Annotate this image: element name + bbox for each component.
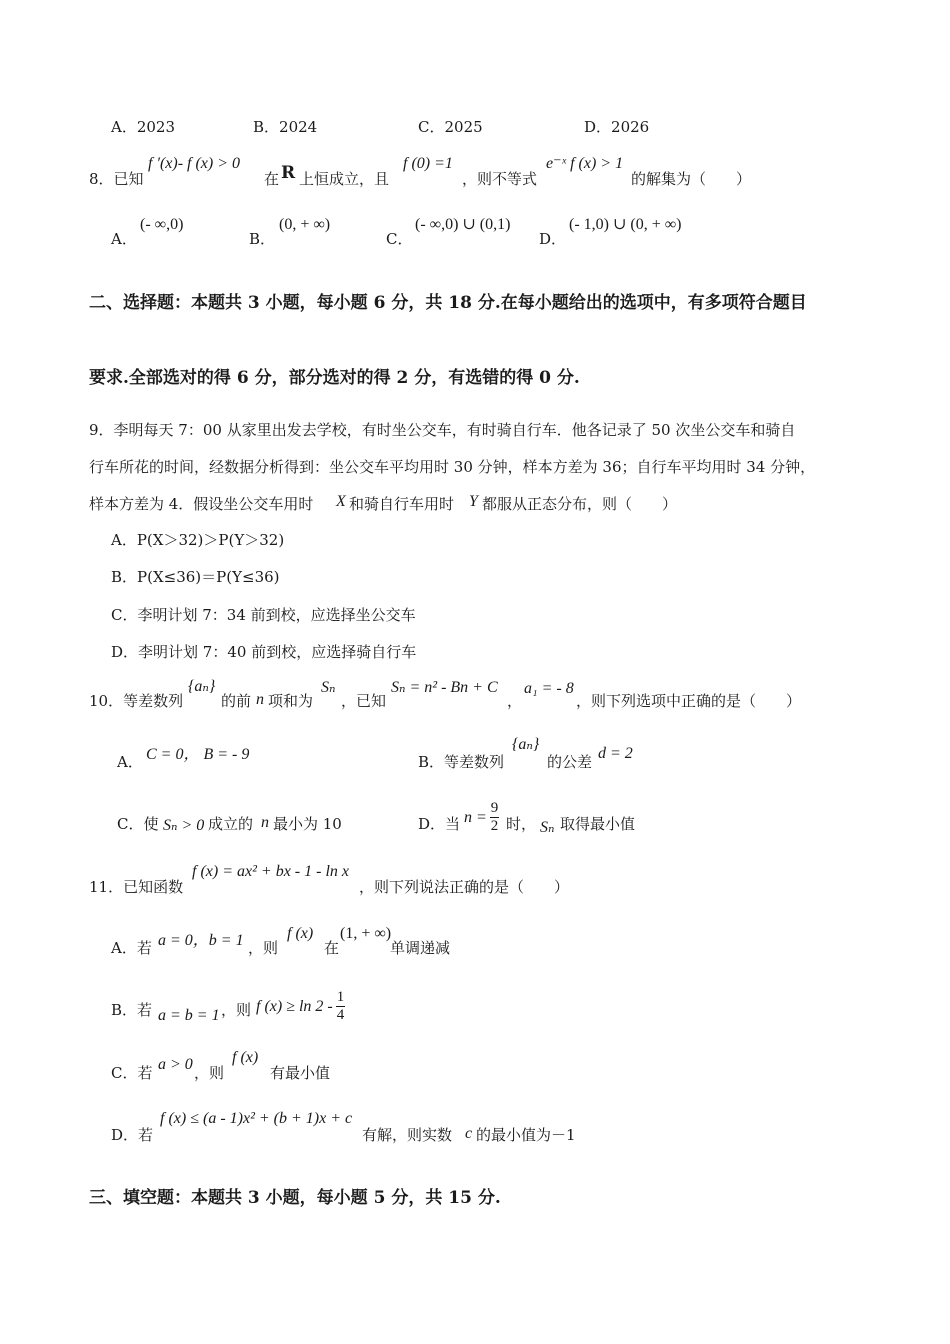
- q8-option-b-label: B．: [249, 230, 276, 248]
- q11-option-d-inequality: f (x) ≤ (a - 1)x² + (b + 1)x + c: [160, 1110, 353, 1127]
- q9-option-b: B．P(X≤36)＝P(Y≤36): [111, 568, 280, 586]
- q10-option-d-lhs: n =: [464, 808, 487, 826]
- q9-line2: 行车所花的时间，经数据分析得到：坐公交车平均用时 30 分钟，样本方差为 36；自行车平均用时 34 分钟，: [89, 458, 816, 476]
- q11-option-d-label: D．若: [111, 1126, 154, 1144]
- q10-option-d-end: 取得最小值: [560, 815, 636, 833]
- q8-option-c-label: C．: [386, 230, 413, 248]
- q11-option-b-numerator: 1: [336, 989, 345, 1005]
- q10-option-d-numerator: 9: [490, 800, 499, 816]
- q11-option-b-fraction: [336, 990, 346, 1023]
- q11-option-c-f: f (x): [232, 1049, 259, 1066]
- q9-option-d: D．李明计划 7：40 前到校，应选择骑自行车: [111, 643, 417, 661]
- q11-option-b-then: ，则: [221, 1001, 252, 1019]
- q10-option-d-fraction: [490, 801, 500, 834]
- q11-option-c-cond: a > 0: [158, 1056, 193, 1073]
- q10-option-c-label: C．使: [117, 815, 159, 833]
- q10-comma: ，: [507, 692, 523, 710]
- q8-option-a-label: A．: [111, 230, 137, 248]
- q8-option-d-label: D．: [539, 230, 567, 248]
- q11-option-c-label: C．若: [111, 1064, 153, 1082]
- q10-sequence: {aₙ}: [188, 678, 216, 695]
- q8-ineq-lead: ，则不等式: [462, 170, 538, 188]
- q8-option-d-value: (- 1,0) ∪ (0, + ∞): [569, 216, 682, 233]
- q8-option-b-value: (0, + ∞): [279, 216, 331, 233]
- q11-option-b-inequality: f (x) ≥ ln 2 -: [256, 997, 333, 1015]
- q7-option-d: D．2026: [584, 118, 650, 136]
- q11-option-b-expr: [256, 990, 345, 1023]
- q10-option-c-n: n: [261, 814, 269, 831]
- q11-option-a-f: f (x): [287, 925, 314, 942]
- q10-n: n: [256, 691, 264, 708]
- q10-formula: Sₙ = n² - Bn + C: [391, 679, 498, 696]
- q8-on: 在: [264, 170, 280, 188]
- section3-heading: 三、填空题：本题共 3 小题，每小题 5 分，共 15 分.: [89, 1188, 501, 1208]
- q10-option-a-value: C = 0， B = - 9: [146, 746, 250, 763]
- q9-option-a: A．P(X＞32)＞P(Y＞32): [111, 531, 285, 549]
- q7-option-b: B．2024: [253, 118, 318, 136]
- q10-a1: a₁ = - 8: [524, 680, 574, 697]
- q10-option-b-mid: 的公差: [547, 753, 593, 771]
- q11-option-b-label: B．若: [111, 1001, 153, 1019]
- q11-option-d-mid: 有解，则实数: [362, 1126, 453, 1144]
- q11-option-a-cond: a = 0，b = 1: [158, 932, 244, 949]
- q10-number: 10．等差数列: [89, 692, 184, 710]
- section2-heading-line2: 要求.全部选对的得 6 分，部分选对的得 2 分，有选错的得 0 分.: [89, 368, 580, 388]
- q8-premise: f ′(x)- f (x) > 0: [148, 155, 241, 172]
- q7-option-a: A．2023: [111, 118, 176, 136]
- q10-option-d-denominator: 2: [490, 818, 499, 834]
- q11-option-a-label: A．若: [111, 939, 152, 957]
- q7-option-c: C．2025: [418, 118, 483, 136]
- q8-inequality: e⁻ˣ f (x) > 1: [546, 155, 624, 172]
- q10-tail: ，则下列选项中正确的是（ ）: [576, 692, 802, 710]
- q10-option-b-label: B．等差数列: [418, 753, 505, 771]
- q8-real-set: R: [281, 163, 296, 183]
- q11-option-a-then: ，则: [248, 939, 279, 957]
- q11-number: 11．已知函数: [89, 878, 184, 896]
- q8-tail: 的解集为（ ）: [631, 170, 752, 188]
- q10-t1: 的前: [221, 692, 252, 710]
- q11-option-a-end: 单调递减: [390, 939, 451, 957]
- section2-heading-line1: 二、选择题：本题共 3 小题，每小题 6 分，共 18 分.在每小题给出的选项中，有多项符合题目: [89, 293, 807, 313]
- q8-const-text: 上恒成立，且: [299, 170, 390, 188]
- q10-option-c-value: Sₙ > 0: [163, 817, 205, 834]
- q9-var-y: Y: [469, 493, 478, 510]
- q8-number: 8．已知: [89, 170, 144, 188]
- q11-option-c-then: ，则: [194, 1064, 225, 1082]
- q8-option-a-value: (- ∞,0): [140, 216, 184, 233]
- q8-initial: f (0) =1: [403, 155, 453, 172]
- q10-option-c-end: 最小为 10: [273, 815, 342, 833]
- q11-option-d-c: c: [465, 1125, 473, 1142]
- q9-line3-a: 样本方差为 4．假设坐公交车用时: [89, 495, 314, 513]
- q11-option-d-end: 的最小值为－1: [476, 1126, 576, 1144]
- q9-line3-b: 和骑自行车用时: [349, 495, 455, 513]
- q10-option-d-mid: 时，: [506, 815, 537, 833]
- q11-tail: ，则下列说法正确的是（ ）: [359, 878, 570, 896]
- q11-option-c-end: 有最小值: [270, 1064, 331, 1082]
- q10-option-b-sequence: {aₙ}: [512, 736, 540, 753]
- q11-option-b-denominator: 4: [336, 1007, 345, 1023]
- q11-option-a-in: 在: [324, 939, 340, 957]
- q10-t3: ，已知: [341, 692, 387, 710]
- q10-option-d-sn: Sₙ: [540, 819, 555, 836]
- q10-sn: Sₙ: [321, 679, 336, 696]
- q10-option-c-tail: 成立的: [208, 815, 254, 833]
- q10-option-d-expr: [464, 801, 499, 834]
- q9-var-x: X: [336, 493, 346, 510]
- q11-option-b-cond: a = b = 1: [158, 1007, 220, 1024]
- q9-option-c: C．李明计划 7：34 前到校，应选择坐公交车: [111, 606, 416, 624]
- q11-option-a-interval: (1, + ∞): [340, 925, 392, 942]
- q10-option-d-label: D．当: [418, 815, 461, 833]
- q9-line1: 9．李明每天 7：00 从家里出发去学校，有时坐公交车，有时骑自行车．他各记录了 50 次坐公交车和骑自: [89, 421, 796, 439]
- q8-option-c-value: (- ∞,0) ∪ (0,1): [415, 216, 511, 233]
- q9-line3-c: 都服从正态分布，则（ ）: [482, 495, 678, 513]
- q10-option-b-value: d = 2: [598, 745, 633, 762]
- q10-t2: 项和为: [268, 692, 314, 710]
- q10-option-a-label: A．: [117, 753, 143, 771]
- q11-function: f (x) = ax² + bx - 1 - ln x: [192, 863, 349, 880]
